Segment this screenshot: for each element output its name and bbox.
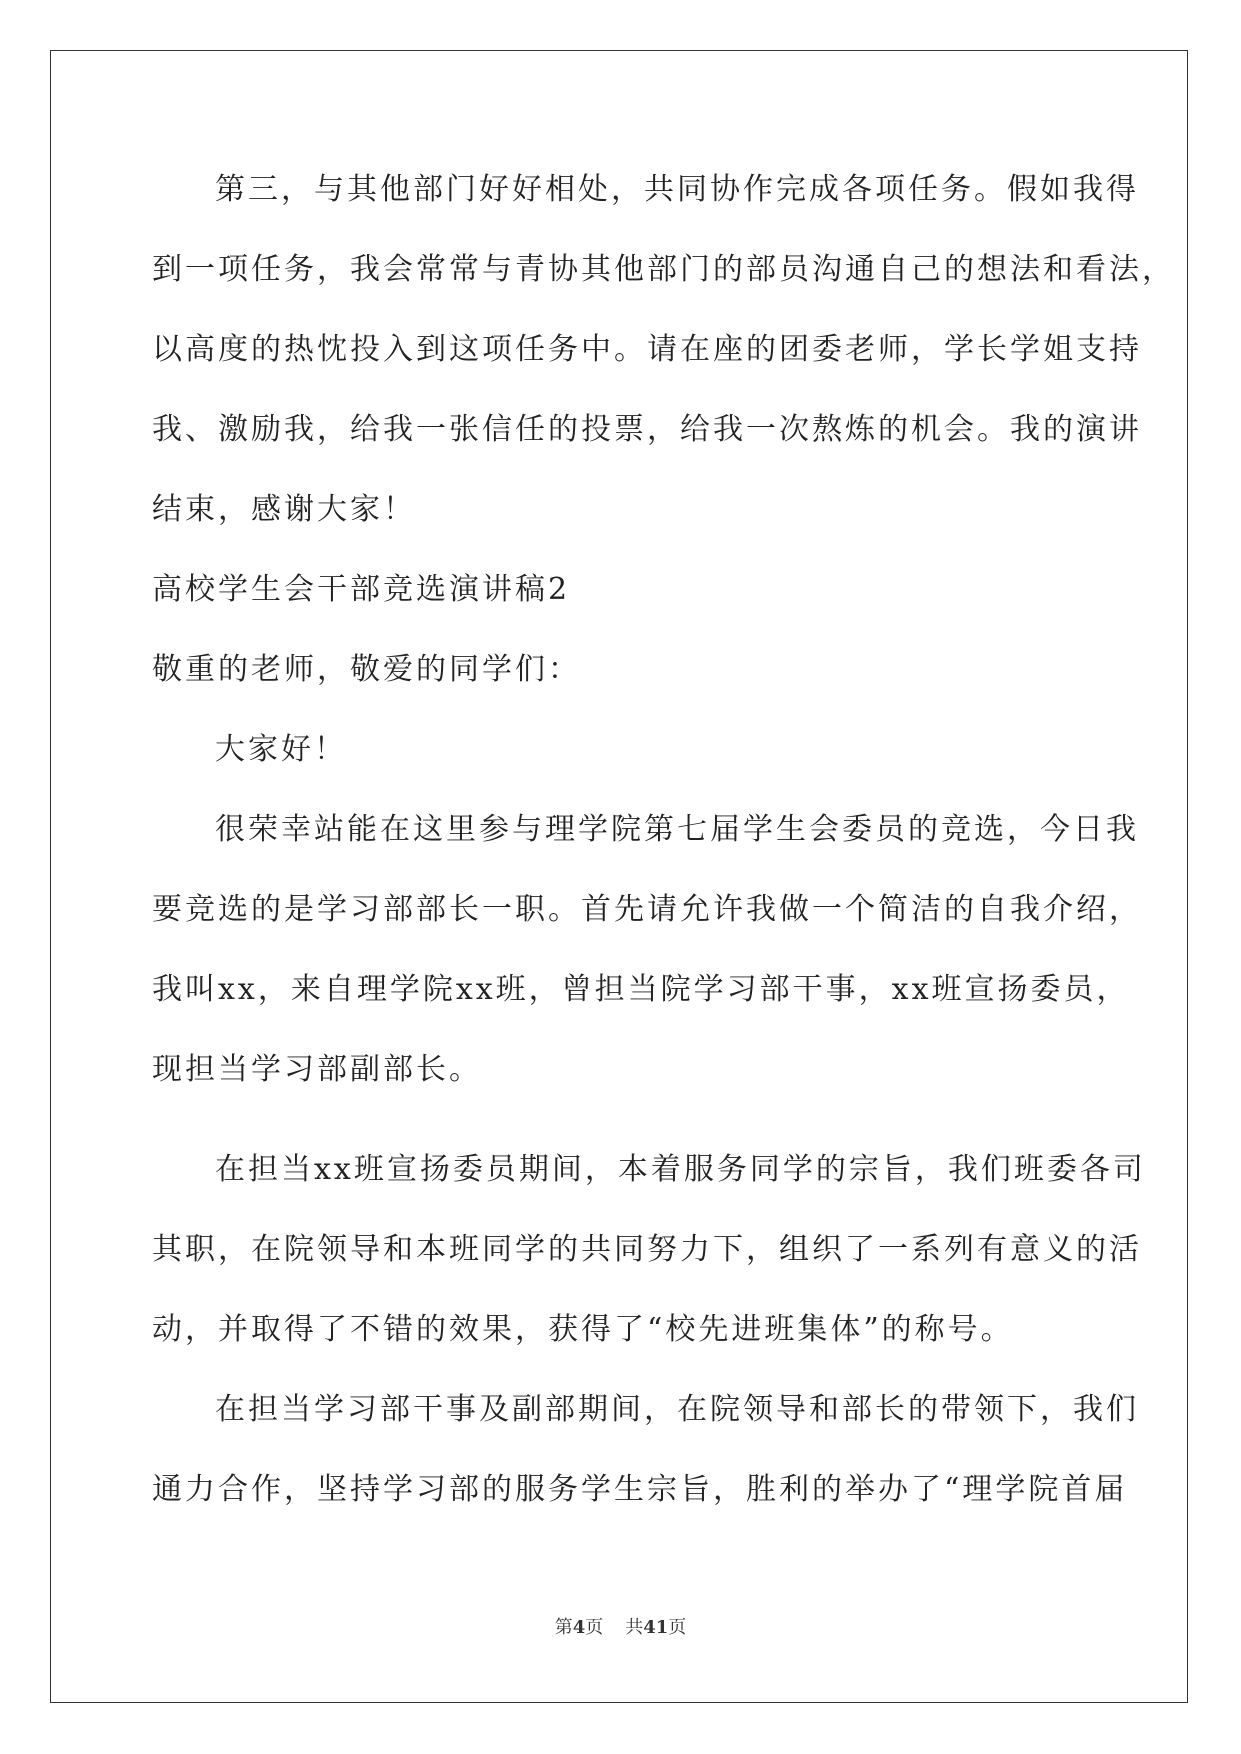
page-suffix: 页 [585,1617,604,1638]
page-footer [0,1616,1241,1640]
paragraph-line: 以高度的热忱投入到这项任务中。请在座的团委老师，学长学姐支持 [152,332,1142,367]
total-prefix: 共 [625,1617,644,1638]
paragraph-line: 通力合作，坚持学习部的服务学生宗旨，胜利的举办了“理学院首届 [152,1472,1128,1507]
section-title: 高校学生会干部竞选演讲稿2 [152,572,571,607]
salutation: 敬重的老师，敬爱的同学们： [152,652,581,687]
paragraph-line: 在担当xx班宣扬委员期间，本着服务同学的宗旨，我们班委各司 [215,1152,1146,1187]
page-prefix: 第 [554,1617,573,1638]
paragraph-line: 在担当学习部干事及副部期间，在院领导和部长的带领下，我们 [215,1392,1139,1427]
paragraph-line: 动，并取得了不错的效果，获得了“校先进班集体”的称号。 [152,1312,1014,1347]
paragraph-line: 很荣幸站能在这里参与理学院第七届学生会委员的竞选，今日我 [215,812,1139,847]
paragraph-line: 要竞选的是学习部部长一职。首先请允许我做一个简洁的自我介绍， [152,892,1142,927]
greeting: 大家好！ [215,732,347,767]
page-border [50,50,1188,1703]
total-pages: 41 [643,1617,669,1638]
paragraph-line: 现担当学习部副部长。 [152,1052,482,1087]
paragraph-line: 我叫xx，来自理学院xx班，曾担当院学习部干事，xx班宣扬委员， [152,972,1130,1007]
paragraph-line: 结束，感谢大家！ [152,492,416,527]
paragraph-line: 到一项任务，我会常常与青协其他部门的部员沟通自己的想法和看法， [152,252,1175,287]
paragraph-line: 我、激励我，给我一张信任的投票，给我一次熬炼的机会。我的演讲 [152,412,1142,447]
page-number: 4 [572,1617,586,1638]
paragraph-line: 其职，在院领导和本班同学的共同努力下，组织了一系列有意义的活 [152,1232,1142,1267]
paragraph-line: 第三，与其他部门好好相处，共同协作完成各项任务。假如我得 [215,172,1139,207]
total-suffix: 页 [668,1617,687,1638]
